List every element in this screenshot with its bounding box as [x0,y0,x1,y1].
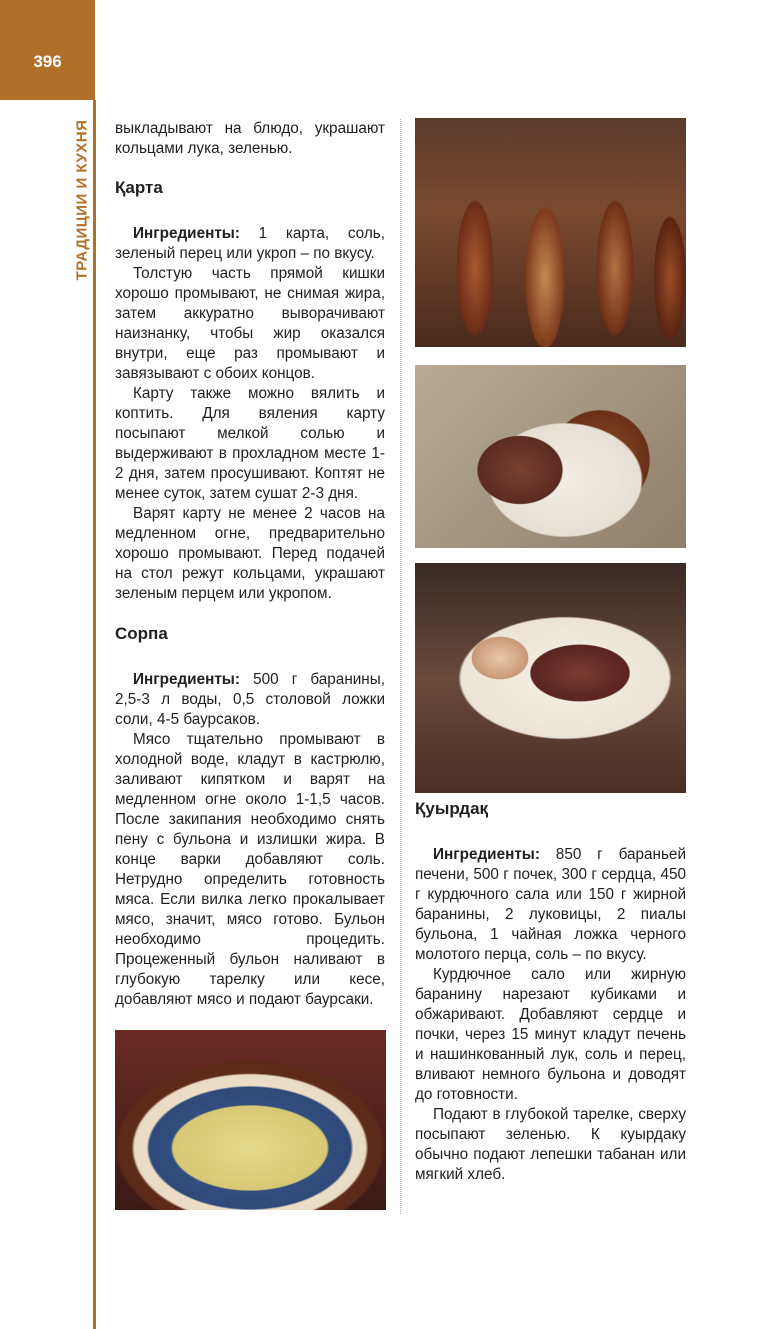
ingredients-text: 500 г баранины, 2,5-3 л воды, 0,5 столовой ложки соли, 4-5 баурсаков. [115,671,385,728]
ingredients-text: 850 г бараньей печени, 500 г почек, 300 г сердца, 450 г курдючного сала или 150 г жирной баранины, 2 луковицы, 2 пиалы бульона, 1 чайная ложка черного молотого перца, соль – по вкусу. [415,846,686,963]
ingredients-kuyrdak [415,845,686,965]
paragraph: Подают в глубокой тарелке, сверху посыпают зеленью. К куырдаку обычно подают лепешки табанан или мягкий хлеб. [415,1106,686,1183]
paragraph: Курдючное сало или жирную баранину нарезают кубиками и обжаривают. Добавляют сердце и почки, через 15 минут кладут печень и нашинкованный лук, соль и перец, вливают немного бульона и доводят до готовности. [415,966,686,1103]
recipe-title-sorpa: Сорпа [115,624,168,643]
left-column [115,119,385,1010]
ingredients-sorpa [115,670,385,730]
right-column [415,799,686,1185]
page-number-tab [0,0,95,100]
side-rule [93,100,96,1329]
paragraph: Толстую часть прямой кишки хорошо промывают, не снимая жира, затем аккуратно выворачивают наизнанку, чтобы жир оказался внутри, еще раз промывают и завязывают с обоих концов. [115,265,385,382]
photo-karta-sausages [415,118,686,347]
photo-sorpa-broth [115,1030,386,1210]
ingredients-label: Ингредиенты: [433,846,540,863]
recipe-title-karta: Қарта [115,178,163,197]
page-number: 396 [33,52,62,71]
ingredients-label: Ингредиенты: [133,671,240,688]
recipe-title-kuyrdak: Қуырдақ [415,799,489,818]
continuation-text: выкладывают на блюдо, украшают кольцами лука, зеленью. [115,120,385,157]
section-title: ТРАДИЦИИ И КУХНЯ [73,119,91,281]
paragraph: Варят карту не менее 2 часов на медленном огне, предварительно хорошо промывают. Перед подачей на стол режут кольцами, украшают зеленым перцем или укропом. [115,505,385,602]
ingredients-label: Ингредиенты: [133,225,240,242]
photo-karta-plate [415,365,686,548]
paragraph: Мясо тщательно промывают в холодной воде, кладут в кастрюлю, заливают кипятком и варят на медленном огне около 1-1,5 часов. После закипания необходимо снять пену с бульона и излишки жира. В конце варки добавляют соль. Нетрудно определить готовность мяса. Если вилка легко прокалывает мясо, значит, мясо готово. Бульон необходимо процедить. Процеженный бульон наливают в глубокую тарелку или кесе, добавляют мясо и подают баурсаки. [115,731,385,1008]
column-divider [400,119,401,1214]
photo-meat-platter [415,563,686,793]
paragraph: Карту также можно вялить и коптить. Для вяления карту посыпают мелкой солью и выдерживают в прохладном месте 1-2 дня, затем просушивают. Коптят не менее суток, затем сушат 2-3 дня. [115,385,385,502]
ingredients-text: 1 карта, соль, зеленый перец или укроп – по вкусу. [115,225,385,262]
ingredients-karta [115,224,385,264]
